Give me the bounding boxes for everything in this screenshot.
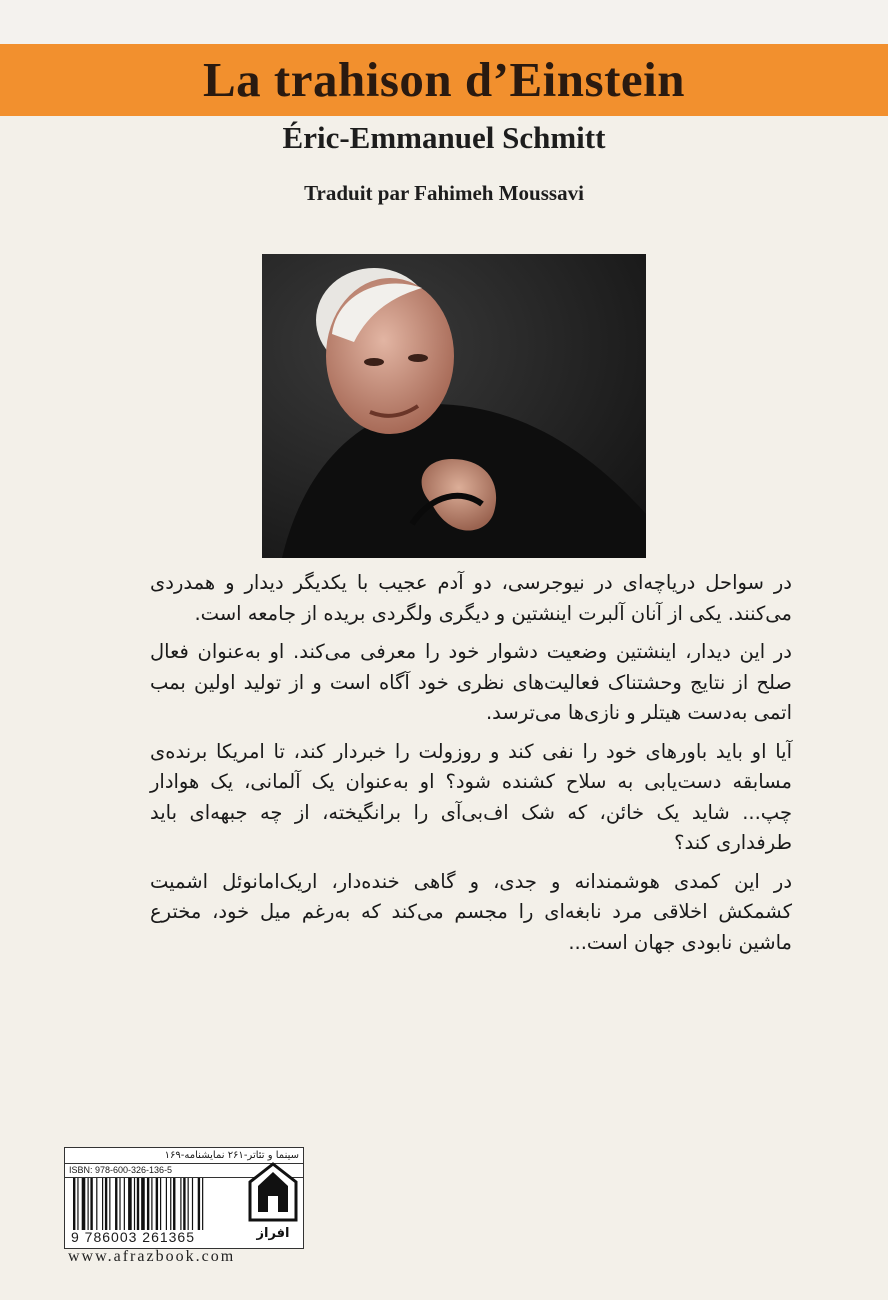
book-title: La trahison d’Einstein: [202, 52, 686, 107]
publisher-website: www.afrazbook.com: [68, 1248, 236, 1265]
blurb-paragraph: در این کمدی هوشمندانه و جدی، و گاهی خنده‌دار، اریک‌امانوئل اشمیت کشمکش اخلاقی مرد نابغه‌ای را مجسم می‌کند که به‌رغم میل خود، مخترع ماشین نابودی جهان است...: [150, 869, 792, 954]
blurb-paragraph: در این دیدار، اینشتین وضعیت دشوار خود را معرفی می‌کند. او به‌عنوان فعال صلح از نتایج وحشتناک فعالیت‌های نظری خود آگاه است و از تولید اولین بمب اتمی به‌دست هیتلر و نازی‌ها می‌ترسد.: [150, 640, 792, 724]
blurb-paragraph: در سواحل دریاچه‌ای در نیوجرسی، دو آدم عجیب با یکدیگر دیدار و همدردی می‌کنند. یکی از آنان آلبرت اینشتین و دیگری ولگردی بریده از جامعه است.: [150, 571, 792, 625]
translator-credit: Traduit par Fahimeh Moussavi: [304, 181, 584, 205]
author-photo: [262, 254, 646, 558]
series-label: سینما و تئاتر-۲۶۱ نمایشنامه-۱۶۹: [65, 1148, 303, 1164]
isbn-text: ISBN: 978-600-326-136-5: [65, 1164, 303, 1178]
barcode-bars: [71, 1178, 239, 1230]
barcode-digits: 9 786003 261365: [71, 1229, 195, 1245]
author-portrait-image: [262, 254, 646, 558]
back-cover-blurb: [150, 568, 792, 966]
title-band: [0, 44, 888, 116]
blurb-paragraph: آیا او باید باورهای خود را نفی کند و روزولت را خبردار کند، تا امریکا برنده‌ی مسابقه دست‌یابی به سلاح کشنده شود؟ او به‌عنوان یک آلمانی، یک هوادار چپ... شاید یک خائن، که شک اف‌بی‌آی را برانگیخته، از چه جبهه‌ای باید طرفداری کند؟: [150, 739, 792, 854]
top-margin: [0, 0, 888, 44]
publisher-logo: [246, 1160, 300, 1242]
publisher-logo-text: افراز: [256, 1226, 290, 1241]
author-name: Éric-Emmanuel Schmitt: [282, 120, 606, 155]
